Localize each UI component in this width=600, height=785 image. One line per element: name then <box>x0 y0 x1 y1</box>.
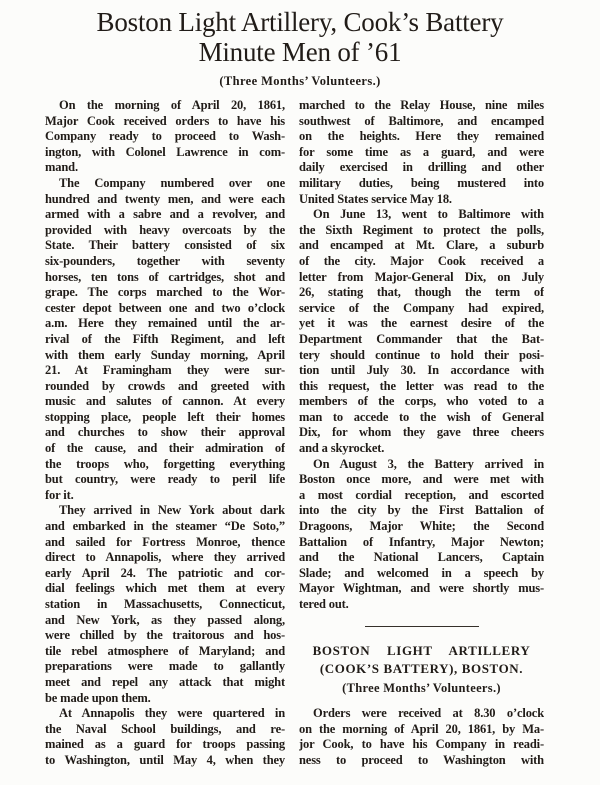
text-line: Dragoons, Major White; the Second <box>299 519 544 534</box>
text-line: a.m. Here they remained until the ar- <box>45 316 285 331</box>
text-line: The Company numbered over one <box>59 175 285 190</box>
text-line: ness to proceed to Washington with <box>299 752 544 767</box>
text-line: preparations were made to gallantly <box>45 659 285 674</box>
text-line: for some time as a guard, and were <box>299 144 544 159</box>
text-line: tered out. <box>299 597 349 611</box>
text-line: to Washington, until May 4, when they <box>45 752 285 767</box>
paragraph <box>299 457 544 613</box>
text-line: direct to Annapolis, where they arrived <box>45 550 285 565</box>
text-line: and New York, as they passed along, <box>45 612 285 627</box>
section-divider <box>365 626 479 627</box>
text-line: tion until July 30. In accordance with <box>299 363 544 378</box>
text-line: letter from Major-General Dix, on July <box>299 269 544 284</box>
text-line: stopping place, people left their homes <box>45 409 285 424</box>
text-line: Slade; and welcomed in a speech by <box>299 565 544 580</box>
text-line: military duties, being mustered into <box>299 175 544 190</box>
text-line: yet it was the earnest desire of the <box>299 316 544 331</box>
text-line: Mayor Wightman, and were shortly mus- <box>299 581 544 596</box>
section-heading <box>299 642 544 678</box>
text-line: into the city by the First Battalion of <box>299 503 544 518</box>
text-line: grape. The corps marched to the Wor- <box>45 285 285 300</box>
page-title-line1: Boston Light Artillery, Cook’s Battery <box>96 7 504 37</box>
text-line: Orders were received at 8.30 o’clock <box>313 706 544 721</box>
paragraph <box>299 207 544 457</box>
text-line: members of the corps, who voted to a <box>299 394 544 409</box>
text-line: the Sixth Regiment to protect the polls, <box>299 222 544 237</box>
text-line: of the city. Major Cook received a <box>299 253 544 268</box>
paragraph <box>45 176 285 503</box>
text-line: and churches to show their approval <box>45 425 285 440</box>
text-line: meet and repel any attack that might <box>45 674 285 689</box>
text-line: on the heights. Here they remained <box>299 129 544 144</box>
text-line: tery should continue to hold their posi- <box>299 347 544 362</box>
text-line: At Annapolis they were quartered in <box>59 706 285 721</box>
paragraph <box>45 706 285 768</box>
text-line: dial feelings which met them at every <box>45 581 285 596</box>
text-line: Department Commander that the Bat- <box>299 331 544 346</box>
text-line: southwest of Baltimore, and encamped <box>299 113 544 128</box>
text-line: marched to the Relay House, nine miles <box>299 98 544 112</box>
paragraph <box>45 503 285 706</box>
text-line: tile rebel atmosphere of Maryland; and <box>45 643 285 658</box>
text-line: and a skyrocket. <box>299 441 385 456</box>
text-line: the troops who, forgetting everything <box>45 456 285 471</box>
text-line: and embarked in the steamer “De Soto,” <box>45 519 285 534</box>
text-line: and sailed for Fortress Monroe, thence <box>45 534 285 549</box>
text-line: a most cordial reception, and escorted <box>299 487 544 502</box>
text-line: for it. <box>45 487 74 502</box>
text-line: the Naval School buildings, and re- <box>45 721 285 736</box>
text-line: 21. At Framingham they were sur- <box>45 363 285 378</box>
text-line: this request, the letter was read to the <box>299 378 544 393</box>
text-line: 26, stating that, though the term of <box>299 285 544 300</box>
text-line: were chilled by the traitorous and hos- <box>45 628 285 643</box>
text-line: rounded by crowds and greeted with <box>45 378 285 393</box>
text-line: rival of the Fifth Regiment, and left <box>45 331 285 346</box>
left-column <box>45 98 285 769</box>
text-line: man to accede to the wish of General <box>299 409 544 424</box>
text-line: and the National Lancers, Captain <box>299 550 544 565</box>
section-heading-line: (COOK’S BATTERY), BOSTON. <box>319 660 524 676</box>
section-heading-line: BOSTON LIGHT ARTILLERY <box>312 642 531 658</box>
text-line: On June 13, went to Baltimore with <box>313 207 544 222</box>
text-line: On August 3, the Battery arrived in <box>313 456 544 471</box>
text-line: early April 24. The patriotic and cor- <box>45 565 285 580</box>
text-line: music and salutes of cannon. At every <box>45 394 285 409</box>
text-line: station in Massachusetts, Connecticut, <box>45 597 285 611</box>
text-line: provided with heavy overcoats by the <box>45 222 285 237</box>
page-header <box>0 7 600 89</box>
text-line: armed with a sabre and a revolver, and <box>45 207 285 222</box>
text-line: with them early Sunday morning, April <box>45 347 285 362</box>
right-column <box>299 98 544 769</box>
text-line: cester depot between one and two o’clock <box>45 300 285 315</box>
text-line: United States service May 18. <box>299 191 452 206</box>
text-line: be made upon them. <box>45 690 151 705</box>
text-line: on the morning of April 20, 1861, by Ma- <box>299 721 544 736</box>
text-line: Company ready to proceed to Wash- <box>45 129 285 144</box>
text-line: ington, with Colonel Lawrence in com- <box>45 144 285 159</box>
section-subheading: (Three Months’ Volunteers.) <box>342 680 501 695</box>
text-line: service of the Company had expired, <box>299 300 544 315</box>
paragraph <box>299 706 544 768</box>
text-line: On the morning of April 20, 1861, <box>59 98 285 112</box>
text-line: hundred and twenty men, and were each <box>45 191 285 206</box>
page-title-line2: Minute Men of ’61 <box>198 37 402 67</box>
text-line: jor Cook, to have his Company in readi- <box>299 737 544 752</box>
text-line: Battalion of Infantry, Major Newton; <box>299 534 544 549</box>
text-line: six-pounders, together with seventy <box>45 253 285 268</box>
text-line: mand. <box>45 160 78 175</box>
text-line: daily exercised in drilling and other <box>299 160 544 175</box>
paragraph <box>45 98 285 176</box>
text-line: mained as a guard for troops passing <box>45 737 285 752</box>
text-line: but country, were ready to peril life <box>45 472 285 487</box>
page-subtitle: (Three Months’ Volunteers.) <box>219 74 381 88</box>
text-line: State. Their battery consisted of six <box>45 238 285 253</box>
text-line: Major Cook received orders to have his <box>45 113 285 128</box>
text-line: Boston once more, and were met with <box>299 472 544 487</box>
text-line: Dix, for whom they gave three cheers <box>299 425 544 440</box>
text-line: of the cause, and their admiration of <box>45 441 285 456</box>
text-line: horses, ten tons of cartridges, shot and <box>45 269 285 284</box>
paragraph <box>299 98 544 207</box>
text-line: They arrived in New York about dark <box>59 503 285 518</box>
text-line: and encamped at Mt. Clare, a suburb <box>299 238 544 253</box>
